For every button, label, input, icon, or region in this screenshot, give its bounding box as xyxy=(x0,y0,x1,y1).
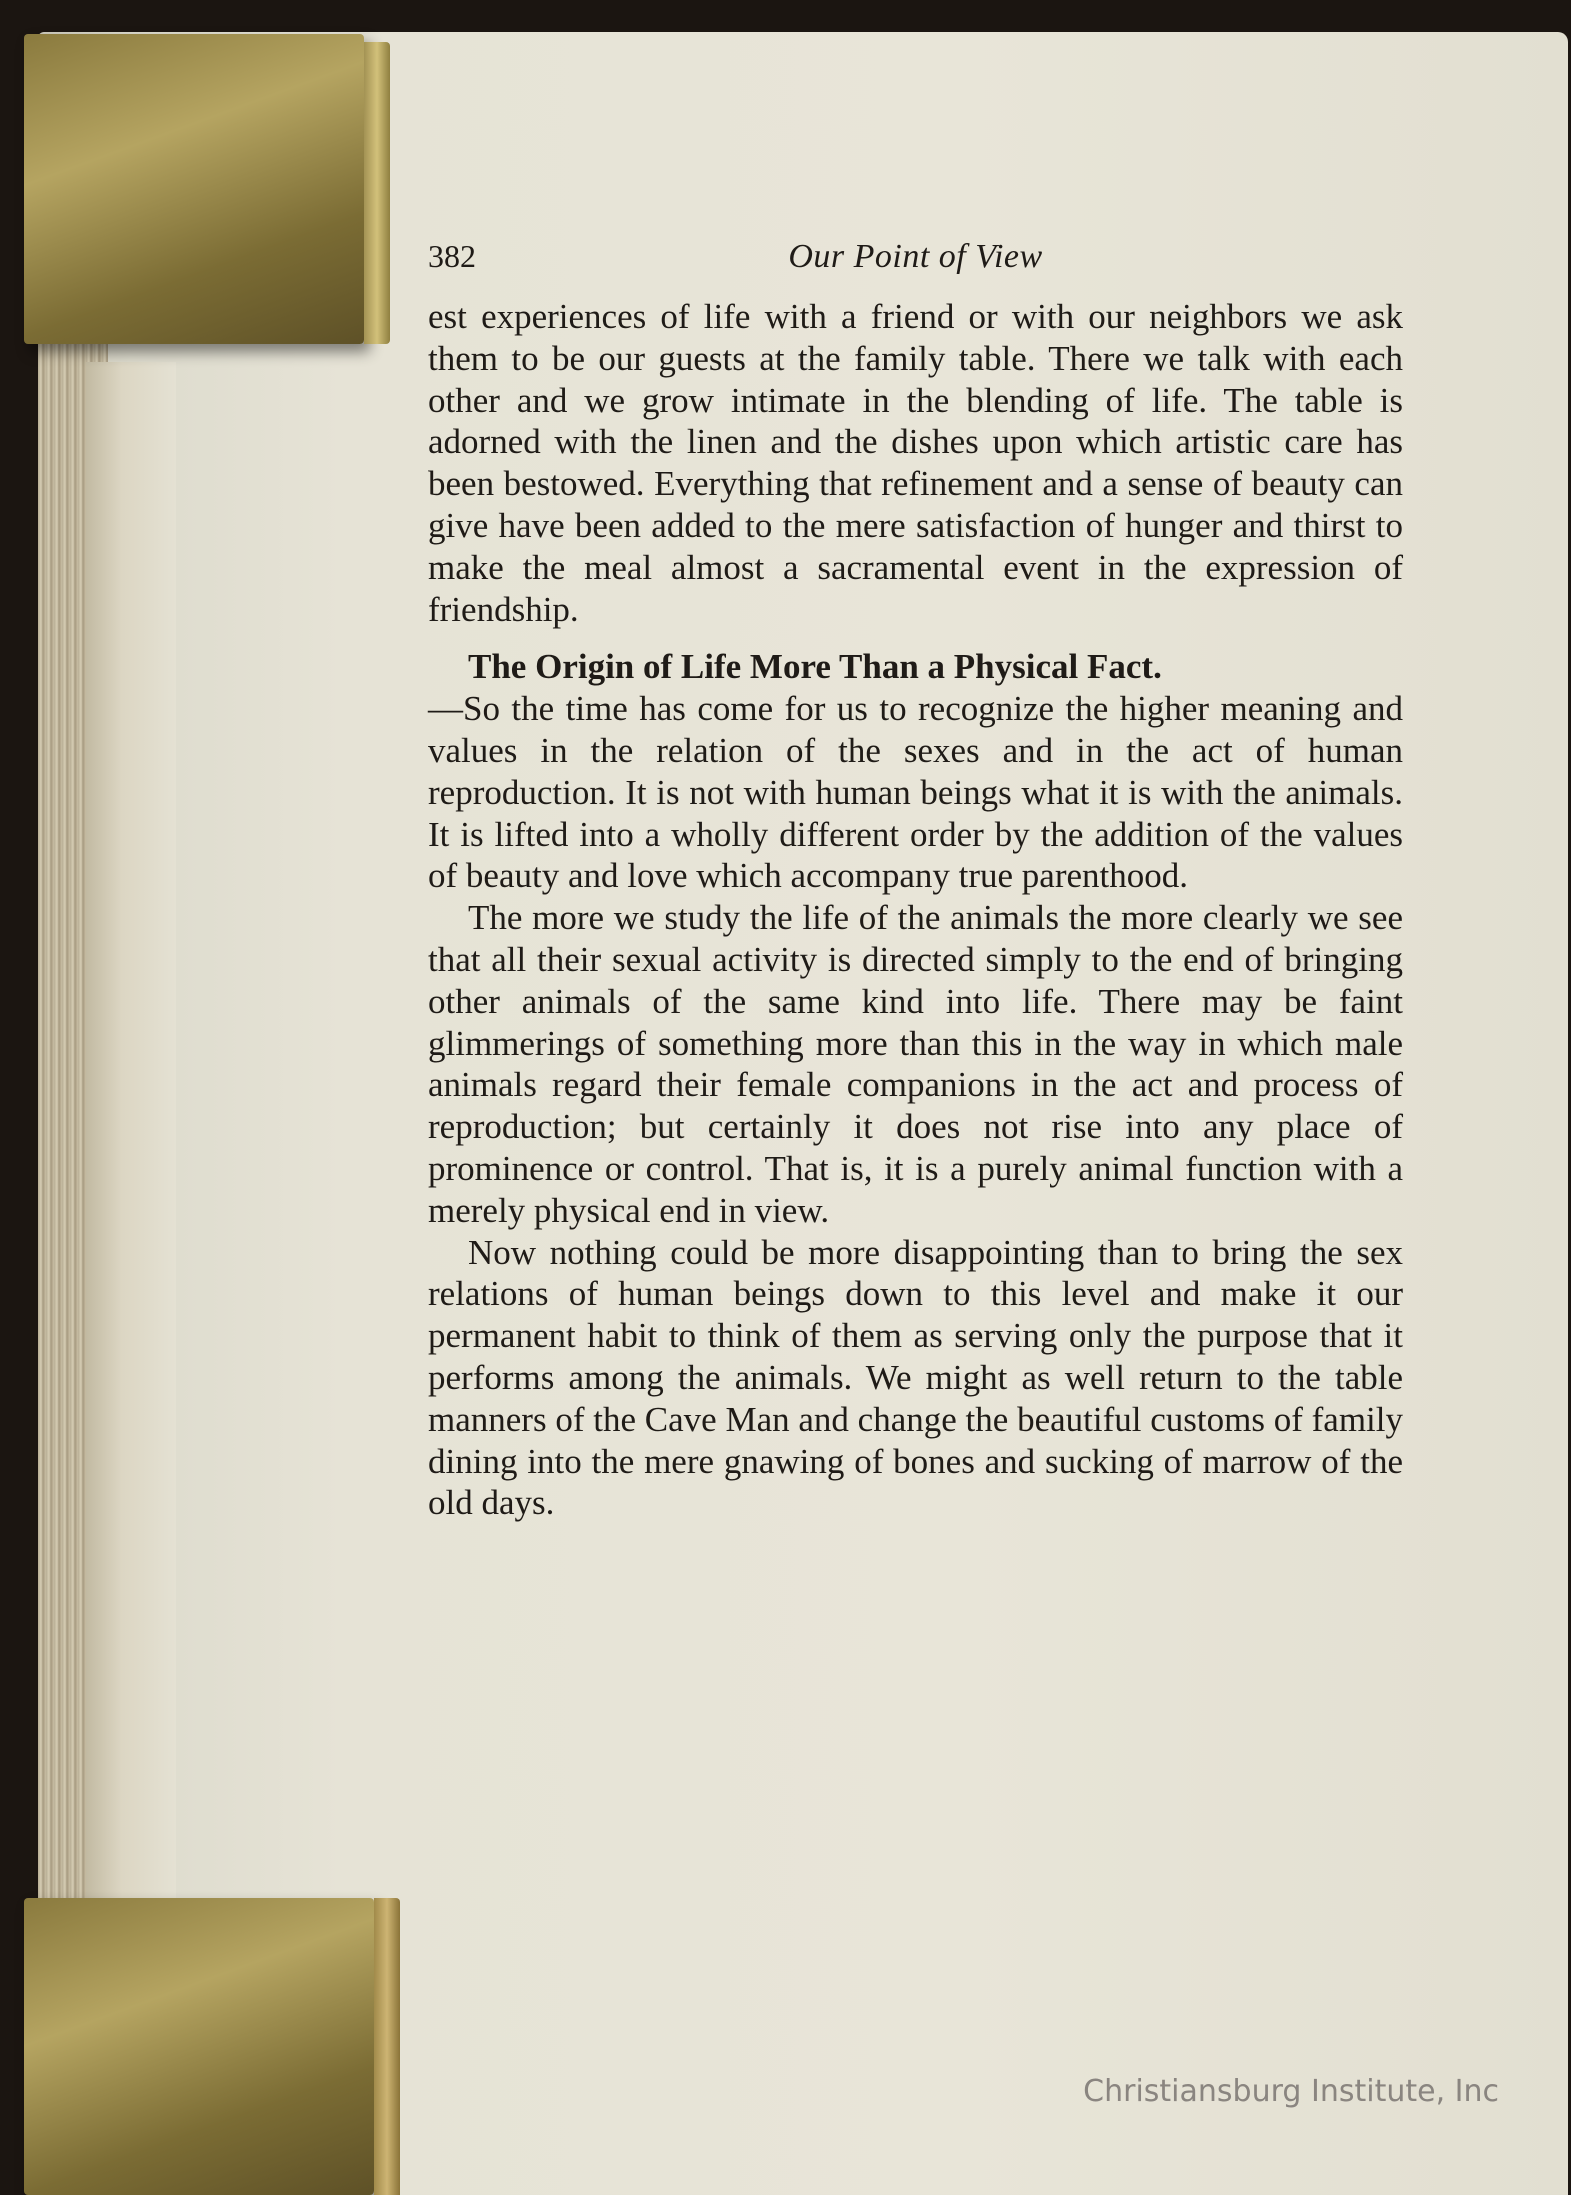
section-body: —So the time has come for us to recognize the higher meaning and values in the relation of the sexes and in the act of human reproduction. It is not with human beings what it is with the animals. It is lifted into a wholly different order by the addition of the values of beauty and love which accompany true parenthood. xyxy=(428,689,1403,896)
paragraph-section xyxy=(428,646,1403,897)
paragraph-continued: est experiences of life with a friend or with our neighbors we ask them to be our guests at the family table. There we talk with each other and we grow intimate in the blending of life. The table is adorned with the linen and the dishes upon which artistic care has been bestowed. Everything that refinement and a sense of beauty can give have been added to the mere satisfaction of hunger and thirst to make the meal almost a sacramental event in the expression of friendship. xyxy=(428,297,1403,629)
running-head: Our Point of View xyxy=(788,238,1043,275)
page-text xyxy=(428,236,1403,1524)
bottom-brass-clamp xyxy=(24,1898,374,2195)
page-header xyxy=(428,236,1403,296)
top-brass-clamp xyxy=(24,34,364,344)
watermark-text: Christiansburg Institute, Inc xyxy=(1083,2074,1499,2109)
paragraph-animals: The more we study the life of the animals the more clearly we see that all their sexual activity is directed simply to the end of bringing other animals of the same kind into life. There may be faint glimmerings of something more than this in the way in which male animals regard their female companions in the act and process of reproduction; but certainly it does not rise into any place of prominence or control. That is, it is a purely animal function with a merely physical end in view. xyxy=(428,898,1403,1230)
section-heading: The Origin of Life More Than a Physical Fact. xyxy=(468,647,1162,687)
paragraph-conclusion: Now nothing could be more disappointing than to bring the sex relations of human beings down to this level and make it our permanent habit to think of them as serving only the purpose that it performs among the animals. We might as well return to the table manners of the Cave Man and change the beautiful customs of family dining into the mere gnawing of bones and sucking of marrow of the old days. xyxy=(428,1232,1403,1523)
page-gutter xyxy=(86,362,176,1912)
page-number: 382 xyxy=(428,238,476,274)
